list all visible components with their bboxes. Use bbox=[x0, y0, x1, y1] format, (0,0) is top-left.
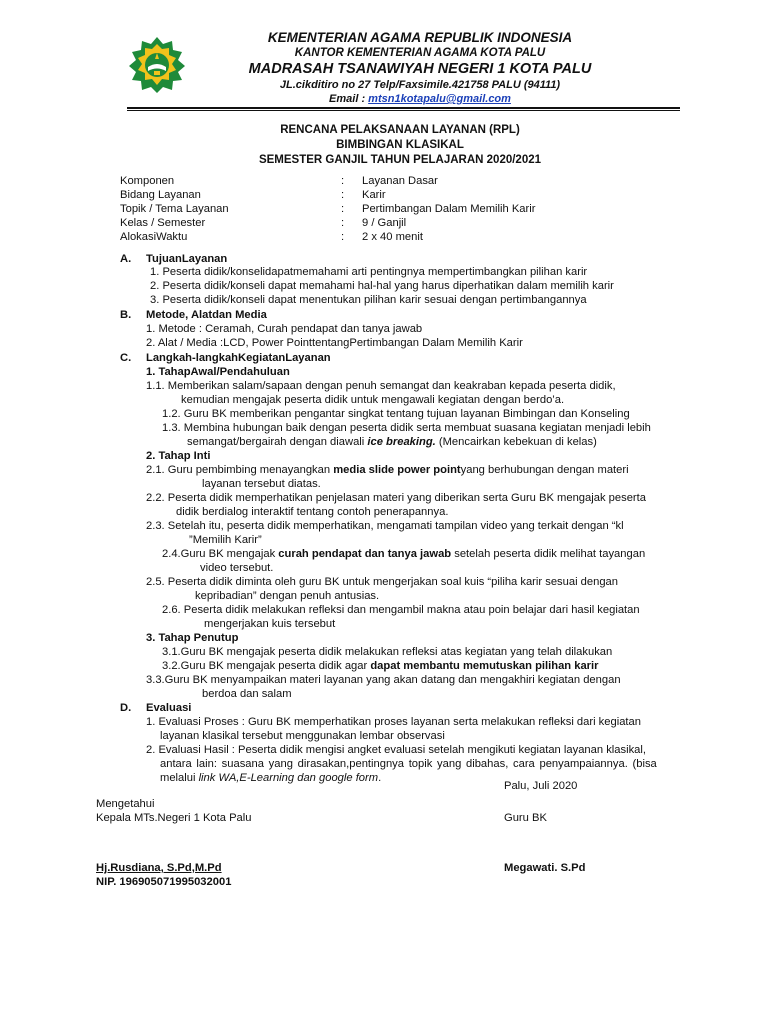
step-text-part: 2.4.Guru BK mengajak bbox=[162, 548, 279, 560]
principal-name: Hj.Rusdiana, S.Pd,M.Pd bbox=[96, 862, 222, 874]
step-text: 2.5. Peserta didik diminta oleh guru BK untuk mengerjakan soal kuis “piliha karir sesuai dengan bbox=[146, 576, 619, 588]
step-text: 3.1.Guru BK mengajak peserta didik melakukan refleksi atas kegiatan yang telah dilakukan bbox=[162, 646, 613, 658]
section-letter: A. bbox=[120, 253, 132, 265]
step-text bbox=[187, 435, 597, 449]
step-text: video tersebut. bbox=[200, 562, 274, 574]
email-line bbox=[200, 93, 640, 105]
doc-title-2: BIMBINGAN KLASIKAL bbox=[336, 139, 464, 151]
info-label: AlokasiWaktu bbox=[120, 231, 188, 243]
school-address: JL.cikditiro no 27 Telp/Faxsimile.421758 PALU (94111) bbox=[279, 79, 561, 91]
info-label: Kelas / Semester bbox=[120, 217, 206, 229]
email-link[interactable]: mtsn1kotapalu@gmail.com bbox=[368, 93, 511, 105]
info-value: Karir bbox=[362, 189, 386, 201]
eval-text: layanan klasikal tersebut menggunakan lembar observasi bbox=[160, 730, 445, 742]
step-text-part: semangat/bergairah dengan diawali bbox=[187, 436, 368, 448]
section-letter: B. bbox=[120, 309, 132, 321]
info-value: Pertimbangan Dalam Memilih Karir bbox=[362, 203, 536, 215]
place-date: Palu, Juli 2020 bbox=[504, 780, 578, 792]
info-label: Topik / Tema Layanan bbox=[120, 203, 229, 215]
principal-title: Kepala MTs.Negeri 1 Kota Palu bbox=[96, 812, 252, 824]
counselor-title: Guru BK bbox=[504, 812, 547, 824]
step-text bbox=[162, 547, 645, 561]
office-name: KANTOR KEMENTERIAN AGAMA KOTA PALU bbox=[294, 47, 546, 59]
step-text: berdoa dan salam bbox=[202, 688, 292, 700]
info-value: 9 / Ganjil bbox=[362, 217, 407, 229]
counselor-name: Megawati. S.Pd bbox=[504, 862, 586, 874]
eval-text bbox=[160, 771, 381, 785]
step-text bbox=[162, 659, 599, 673]
principal-nip: NIP. 196905071995032001 bbox=[96, 876, 232, 888]
info-value: 2 x 40 menit bbox=[362, 231, 423, 243]
emphasis-text: curah pendapat dan tanya jawab bbox=[278, 548, 452, 560]
stage-heading: 1. TahapAwal/Pendahuluan bbox=[146, 366, 290, 378]
stage-heading: 2. Tahap Inti bbox=[146, 450, 211, 462]
section-heading: TujuanLayanan bbox=[146, 253, 228, 265]
school-name: MADRASAH TSANAWIYAH NEGERI 1 KOTA PALU bbox=[248, 61, 592, 77]
eval-channels: link WA,E-Learning dan google form bbox=[198, 772, 379, 784]
doc-title-1: RENCANA PELAKSANAAN LAYANAN (RPL) bbox=[280, 124, 520, 136]
step-text: didik berdialog interaktif tentang contoh penerapannya. bbox=[176, 506, 449, 518]
section-letter: C. bbox=[120, 352, 132, 364]
header-rule-thin bbox=[127, 110, 680, 111]
header-rule-thick bbox=[127, 107, 680, 109]
step-text: 2.2. Peserta didik memperhatikan penjelasan materi yang diberikan serta Guru BK mengajak peserta bbox=[146, 492, 646, 504]
info-label: Komponen bbox=[120, 175, 175, 187]
eval-text: 2. Evaluasi Hasil : Peserta didik mengisi angket evaluasi setelah mengikuti kegiatan layanan klasikal, bbox=[146, 744, 646, 756]
step-text-part: (Mencairkan kebekuan di kelas) bbox=[435, 436, 597, 448]
step-text: 2.6. Peserta didik melakukan refleksi dan mengambil makna atau poin belajar dari hasil kegiatan bbox=[162, 604, 640, 616]
section-heading: Evaluasi bbox=[146, 702, 192, 714]
info-sep: : bbox=[341, 217, 345, 229]
step-text: 2.3. Setelah itu, peserta didik memperhatikan, mengamati tampilan video yang terkait dengan “kl bbox=[146, 520, 624, 532]
list-item: 3. Peserta didik/konseli dapat menentukan pilihan karir sesuai dengan pertimbangannya bbox=[150, 294, 587, 306]
eval-text: 1. Evaluasi Proses : Guru BK memperhatikan proses layanan serta melakukan refleksi dari kegiatan bbox=[146, 716, 641, 728]
step-text: ”Memilih Karir” bbox=[189, 534, 262, 546]
media-text: media slide power point bbox=[333, 464, 461, 476]
list-item: 1. Metode : Ceramah, Curah pendapat dan tanya jawab bbox=[146, 323, 423, 335]
kemenag-emblem-icon bbox=[127, 36, 187, 94]
section-letter: D. bbox=[120, 702, 132, 714]
list-item: 1. Peserta didik/konselidapatmemahami arti pentingnya mempertimbangkan pilihan karir bbox=[150, 266, 588, 278]
step-text-part: 3.2.Guru BK mengajak peserta didik agar bbox=[162, 660, 371, 672]
section-heading: Langkah-langkahKegiatanLayanan bbox=[146, 352, 331, 364]
doc-title-3: SEMESTER GANJIL TAHUN PELAJARAN 2020/2021 bbox=[258, 154, 542, 166]
step-text: 1.3. Membina hubungan baik dengan peserta didik serta membuat suasana kegiatan menjadi lebih bbox=[162, 422, 651, 434]
acknowledge-label: Mengetahui bbox=[96, 798, 155, 810]
eval-text-part: . bbox=[378, 772, 382, 784]
step-text-part: yang berhubungan dengan materi bbox=[460, 464, 629, 476]
step-text: 1.2. Guru BK memberikan pengantar singkat tentang tujuan layanan Bimbingan dan Konseling bbox=[162, 408, 630, 420]
step-text-part: 2.1. Guru pembimbing menayangkan bbox=[146, 464, 334, 476]
info-sep: : bbox=[341, 189, 345, 201]
section-heading: Metode, Alatdan Media bbox=[146, 309, 267, 321]
ministry-name: KEMENTERIAN AGAMA REPUBLIK INDONESIA bbox=[267, 30, 573, 45]
step-text: mengerjakan kuis tersebut bbox=[204, 618, 336, 630]
step-text-part: setelah peserta didik melihat tayangan bbox=[451, 548, 646, 560]
info-sep: : bbox=[341, 175, 345, 187]
step-text bbox=[146, 463, 629, 477]
step-text: 1.1. Memberikan salam/sapaan dengan penuh semangat dan keakraban kepada peserta didik, bbox=[146, 380, 616, 392]
info-sep: : bbox=[341, 231, 345, 243]
list-item: 2. Alat / Media :LCD, Power PointtentangPertimbangan Dalam Memilih Karir bbox=[146, 337, 523, 349]
email-label: Email : bbox=[329, 93, 369, 105]
ice-breaking-text: ice breaking. bbox=[367, 436, 436, 448]
stage-heading: 3. Tahap Penutup bbox=[146, 632, 239, 644]
step-text: 3.3.Guru BK menyampaikan materi layanan yang akan datang dan mengakhiri kegiatan dengan bbox=[146, 674, 621, 686]
step-text: layanan tersebut diatas. bbox=[202, 478, 321, 490]
eval-text: antara lain: suasana yang dirasakan,pentingnya topik yang dibahas, cara penyampaiannya. (bisa bbox=[160, 758, 657, 770]
step-text: kepribadian” dengan penuh antusias. bbox=[195, 590, 380, 602]
eval-text-part: melalui bbox=[160, 772, 199, 784]
info-value: Layanan Dasar bbox=[362, 175, 438, 187]
emphasis-text: dapat membantu memutuskan pilihan karir bbox=[370, 660, 599, 672]
info-label: Bidang Layanan bbox=[120, 189, 201, 201]
info-sep: : bbox=[341, 203, 345, 215]
list-item: 2. Peserta didik/konseli dapat memahami hal-hal yang harus diperhatikan dalam memilih karir bbox=[150, 280, 614, 292]
step-text: kemudian mengajak peserta didik untuk mengawali kegiatan dengan berdo’a. bbox=[181, 394, 565, 406]
